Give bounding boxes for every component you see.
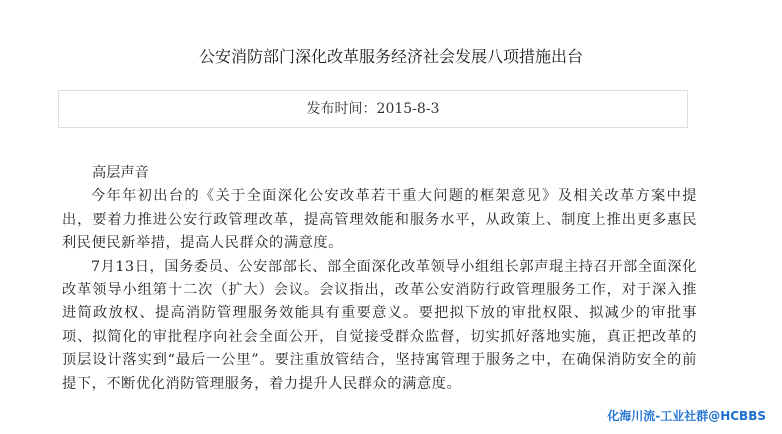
article-body bbox=[62, 162, 697, 396]
article-title: 公安消防部门深化改革服务经济社会发展八项措施出台 bbox=[198, 47, 583, 66]
publish-info-box bbox=[58, 90, 688, 128]
section-heading: 高层声音 bbox=[92, 165, 149, 181]
paragraph: 今年年初出台的《关于全面深化公安改革若干重大问题的框架意见》及相关改革方案中提出，要着力推进公安行政管理改革，提高管理效能和服务水平，从政策上、制度上推出更多惠民利民便民新举措，提高人民群众的满意度。 bbox=[62, 188, 697, 252]
paragraph: 7月13日，国务委员、公安部部长、部全面深化改革领导小组组长郭声琨主持召开部全面深化改革领导小组第十二次（扩大）会议。会议指出，改革公安消防行政管理服务工作，对于深入推进简政放权、提高消防管理服务效能具有重要意义。要把拟下放的审批权限、拟减少的审批事项、拟简化的审批程序向社会全面公开，自觉接受群众监督，切实抓好落地实施，真正把改革的顶层设计落实到“最后一公里”。要注重放管结合，坚持寓管理于服务之中，在确保消防安全的前提下，不断优化消防管理服务，着力提升人民群众的满意度。 bbox=[62, 258, 697, 392]
publish-time: 发布时间：2015-8-3 bbox=[306, 101, 440, 117]
watermark-label: 化海川流-工业社群@HCBBS bbox=[607, 409, 766, 423]
